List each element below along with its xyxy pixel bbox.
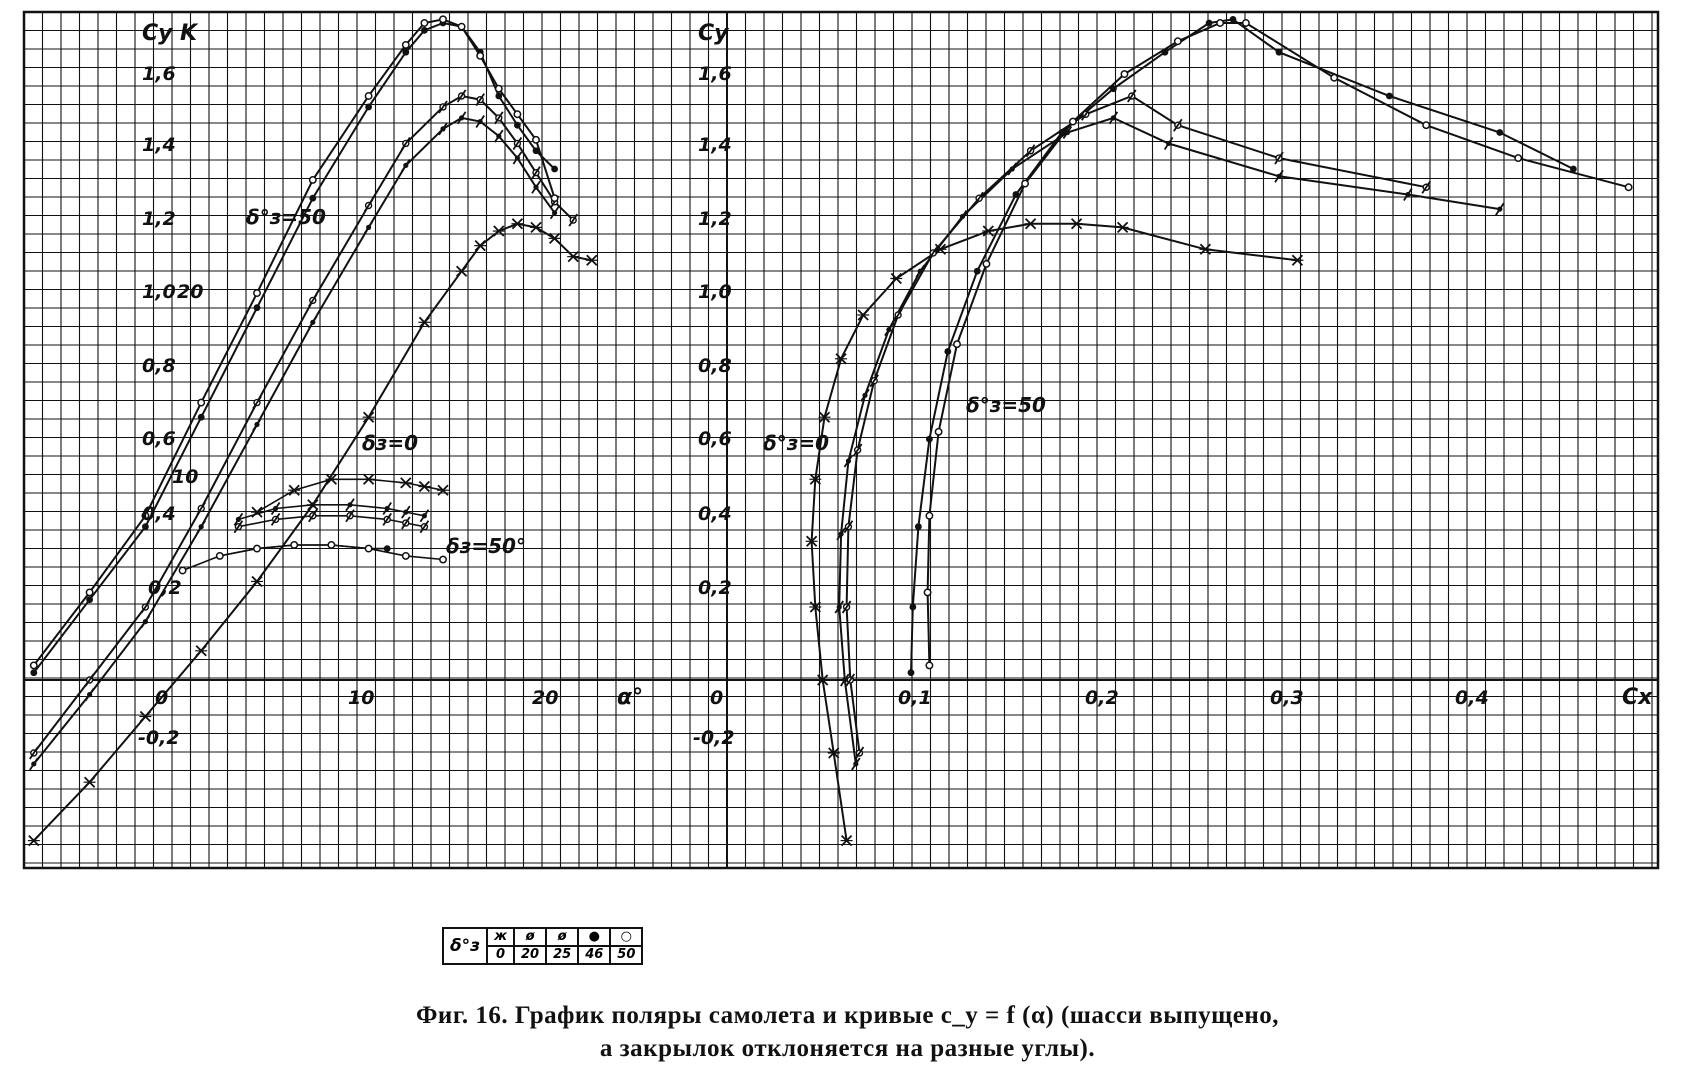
k-curve-4-point-1 <box>217 553 223 559</box>
left-series-50-point-1 <box>86 589 92 595</box>
caption-line-2: а закрылок отклоняется на разные углы). <box>599 1035 1096 1062</box>
left-series-20-point-1 <box>86 689 94 701</box>
left-series-25-point-1 <box>86 674 94 686</box>
left-series-0-point-7 <box>418 317 430 327</box>
left-series-0-point-15 <box>586 255 598 265</box>
right-series-46-point-7 <box>1058 129 1065 136</box>
left-series-25-point-2 <box>141 601 149 613</box>
right-ytick-0.8: 0,8 <box>698 355 732 377</box>
right-series-50-point-12 <box>1331 75 1337 81</box>
left-ytick-neg0.2: -0,2 <box>138 727 180 749</box>
right-ytick-0.4: 0,4 <box>698 503 732 525</box>
k-curve-2-line <box>238 516 424 527</box>
right-series-0-line <box>812 224 1298 841</box>
right-ytick-1.0: 1,0 <box>698 281 732 303</box>
right-series-46-point-6 <box>1012 191 1019 198</box>
right-series-25-point-14 <box>1422 181 1430 193</box>
right-series-0-point-9 <box>890 274 902 284</box>
curves <box>34 19 1629 840</box>
legend-value-1: 20 <box>514 946 546 964</box>
k-curve-3-point-5 <box>384 545 391 552</box>
legend-value-3: 46 <box>578 946 610 964</box>
left-series-0-point-3 <box>195 646 207 656</box>
left-xlabel: α° <box>617 685 644 710</box>
left-series-0-point-13 <box>549 233 561 243</box>
left-ylabel-k: K <box>180 21 198 46</box>
left-series-50-point-15 <box>551 195 557 201</box>
k-curve-0-point-3 <box>363 474 375 484</box>
right-ytick-neg0.2: -0,2 <box>693 727 735 749</box>
right-series-50-line <box>928 23 1629 665</box>
left-series-25-point-6 <box>365 200 373 212</box>
right-ytick-1.2: 1,2 <box>698 208 732 230</box>
left-series-25-point-9 <box>458 90 466 102</box>
legend-marker-icon-1: ø <box>514 928 546 946</box>
k-curve-4-point-5 <box>365 545 371 551</box>
left-series-20-point-0 <box>30 758 38 770</box>
right-series-50-point-3 <box>935 429 941 435</box>
right-xtick-0.2: 0,2 <box>1085 687 1119 709</box>
right-series-46-point-0 <box>908 669 915 676</box>
right-xtick-0: 0 <box>710 687 724 709</box>
right-series-46-point-14 <box>1496 129 1503 136</box>
left-series-46-point-12 <box>495 93 502 100</box>
left-series-0-point-8 <box>456 266 468 276</box>
left-series-46-point-4 <box>254 304 261 311</box>
right-series-0-point-12 <box>1025 219 1037 229</box>
left-series-46-point-1 <box>86 596 93 603</box>
right-xtick-0.1: 0,1 <box>898 687 932 709</box>
right-series-50-point-11 <box>1243 20 1249 26</box>
left-series-20-point-2 <box>141 616 149 628</box>
annotation-polar-delta-0: δ°з=0 <box>763 431 830 455</box>
right-series-46-point-15 <box>1570 166 1577 173</box>
right-series-50-point-13 <box>1423 122 1429 128</box>
left-series-20-point-4 <box>253 419 261 431</box>
left-series-46-point-6 <box>365 104 372 111</box>
legend-value-0: 0 <box>487 946 514 964</box>
right-series-46-point-4 <box>944 348 951 355</box>
left-series-0-point-14 <box>567 252 579 262</box>
right-ylabel: Cy <box>698 21 729 46</box>
k-curve-4-point-3 <box>291 542 297 548</box>
legend-marker-icon-3: ● <box>578 928 610 946</box>
left-series-50-point-7 <box>403 42 409 48</box>
left-series-0-point-1 <box>84 777 96 787</box>
left-series-50-point-8 <box>421 20 427 26</box>
left-series-0-point-6 <box>363 412 375 422</box>
left-ytick-1.2: 1,2 <box>142 208 176 230</box>
k-curve-0-point-0 <box>251 507 263 517</box>
right-series-46-point-1 <box>909 604 916 611</box>
legend-marker-icon-0: ж <box>487 928 514 946</box>
left-series-50-point-13 <box>514 111 520 117</box>
left-series-0-point-11 <box>511 219 523 229</box>
left-series-0-line <box>34 224 592 841</box>
right-xtick-0.4: 0,4 <box>1455 687 1489 709</box>
k-curve-0-point-1 <box>288 485 300 495</box>
k-curve-0-point-4 <box>400 478 412 488</box>
annotation-k-delta-0: δз=0 <box>362 431 419 455</box>
right-series-50-point-5 <box>983 261 989 267</box>
right-series-20-point-8 <box>959 210 967 222</box>
right-xlabel: Cx <box>1622 685 1653 710</box>
k-curve-2-point-1 <box>272 513 280 525</box>
left-series-46-point-14 <box>533 147 540 154</box>
left-series-46-point-0 <box>30 669 37 676</box>
k-curve-4-point-6 <box>403 553 409 559</box>
left-series-20-point-3 <box>197 521 205 533</box>
left-series-46-point-7 <box>402 49 409 56</box>
left-series-50-point-9 <box>440 16 446 22</box>
left-ytick-1.0: 1,0 <box>142 281 176 303</box>
left-series-25-line <box>34 96 573 753</box>
left-xtick-10: 10 <box>348 687 375 709</box>
left-series-0-point-9 <box>474 241 486 251</box>
left-series-20-point-7 <box>402 159 410 171</box>
left-series-25-point-10 <box>476 94 484 106</box>
left-ylabel: Cy <box>142 21 173 46</box>
right-series-0-point-14 <box>1117 222 1129 232</box>
left-ktick-10: 10 <box>172 466 199 488</box>
right-series-46-point-9 <box>1162 49 1169 56</box>
right-xtick-0.3: 0,3 <box>1270 687 1304 709</box>
k-curve-2-point-6 <box>420 521 428 533</box>
right-series-50-point-7 <box>1070 118 1076 124</box>
right-series-25-line <box>847 96 1427 753</box>
grid-border <box>24 12 1658 868</box>
left-series-50-point-10 <box>458 23 464 29</box>
left-series-46-point-3 <box>198 414 205 421</box>
caption-line-1: Фиг. 16. График поляры самолета и кривые c_y = f (α) (шасси выпущено, <box>415 1002 1280 1029</box>
left-series-46-point-8 <box>421 27 428 34</box>
left-ytick-1.6: 1,6 <box>142 63 176 85</box>
right-series-46-point-10 <box>1206 20 1213 27</box>
right-series-46-point-13 <box>1386 93 1393 100</box>
right-series-46-point-11 <box>1230 16 1237 23</box>
left-series-20-point-8 <box>439 123 447 135</box>
left-xtick-20: 20 <box>532 687 559 709</box>
legend-value-2: 25 <box>546 946 578 964</box>
left-ytick-0.4: 0,4 <box>142 503 176 525</box>
right-ytick-0.6: 0,6 <box>698 428 732 450</box>
left-series-25-point-3 <box>197 502 205 514</box>
right-series-46-point-2 <box>915 523 922 530</box>
left-series-46-point-15 <box>551 166 558 173</box>
right-ytick-0.2: 0,2 <box>698 577 732 599</box>
right-series-50-point-0 <box>926 662 932 668</box>
left-ytick-0.8: 0,8 <box>142 355 176 377</box>
right-series-46-point-3 <box>926 436 933 443</box>
right-series-25-point-11 <box>1128 90 1136 102</box>
right-series-46-point-12 <box>1276 49 1283 56</box>
right-series-25-point-12 <box>1174 119 1182 131</box>
left-series-50-point-4 <box>254 290 260 296</box>
left-series-46-point-13 <box>514 122 521 129</box>
k-curve-2-point-5 <box>402 517 410 529</box>
left-series-25-point-0 <box>30 747 38 759</box>
right-series-50-point-1 <box>924 589 930 595</box>
k-curve-0-point-6 <box>437 485 449 495</box>
right-series-50-point-15 <box>1625 184 1631 190</box>
legend-table <box>442 927 643 965</box>
k-curve-4-point-0 <box>179 567 185 573</box>
right-series-46-point-8 <box>1110 85 1117 92</box>
right-series-50-point-4 <box>954 341 960 347</box>
left-ktick-20: 20 <box>177 281 204 303</box>
left-ytick-0.2: 0,2 <box>148 577 182 599</box>
right-series-50-point-9 <box>1175 38 1181 44</box>
legend-header: δ°з <box>443 928 487 964</box>
right-series-50-point-10 <box>1217 20 1223 26</box>
left-series-50-point-14 <box>533 137 539 143</box>
annotation-delta-50: δ°з=50 <box>246 205 326 229</box>
right-series-50-point-8 <box>1121 71 1127 77</box>
legend-value-4: 50 <box>610 946 642 964</box>
left-series-50-point-5 <box>310 177 316 183</box>
left-ytick-0.6: 0,6 <box>142 428 176 450</box>
right-ytick-1.6: 1,6 <box>698 63 732 85</box>
left-series-25-point-4 <box>253 397 261 409</box>
k-curve-4-point-2 <box>254 545 260 551</box>
left-series-25-point-5 <box>309 294 317 306</box>
right-series-46-line <box>911 19 1573 672</box>
left-series-46-point-5 <box>309 195 316 202</box>
grid <box>24 12 1658 868</box>
left-series-50-point-12 <box>496 86 502 92</box>
left-series-50-point-6 <box>365 93 371 99</box>
left-ytick-1.4: 1,4 <box>142 134 176 156</box>
left-series-25-point-8 <box>439 101 447 113</box>
right-series-46-point-5 <box>974 268 981 275</box>
left-series-50-point-0 <box>31 662 37 668</box>
right-series-50-point-2 <box>926 513 932 519</box>
left-series-20-point-6 <box>365 221 373 233</box>
right-series-0-point-8 <box>857 310 869 320</box>
right-series-50-point-6 <box>1022 180 1028 186</box>
right-series-50-point-14 <box>1515 155 1521 161</box>
left-xtick-0: 0 <box>155 687 169 709</box>
right-series-0-point-13 <box>1071 219 1083 229</box>
right-series-20-point-5 <box>861 389 869 401</box>
right-series-0-point-16 <box>1291 255 1303 265</box>
legend-marker-icon-4: ○ <box>610 928 642 946</box>
left-series-0-point-12 <box>530 222 542 232</box>
right-series-25-point-8 <box>975 192 983 204</box>
k-curve-0-point-5 <box>418 482 430 492</box>
annotation-k-delta-50: δз=50° <box>446 534 526 558</box>
legend-marker-icon-2: ø <box>546 928 578 946</box>
left-series-50-point-11 <box>477 53 483 59</box>
annotation-polar-delta-50: δ°з=50 <box>966 393 1046 417</box>
left-series-25-point-7 <box>402 137 410 149</box>
left-series-50-point-3 <box>198 399 204 405</box>
k-curve-4-point-4 <box>328 542 334 548</box>
left-series-50-line <box>34 19 555 665</box>
k-curve-2-point-4 <box>383 513 391 525</box>
right-ytick-1.4: 1,4 <box>698 134 732 156</box>
left-series-0-point-2 <box>139 712 151 722</box>
